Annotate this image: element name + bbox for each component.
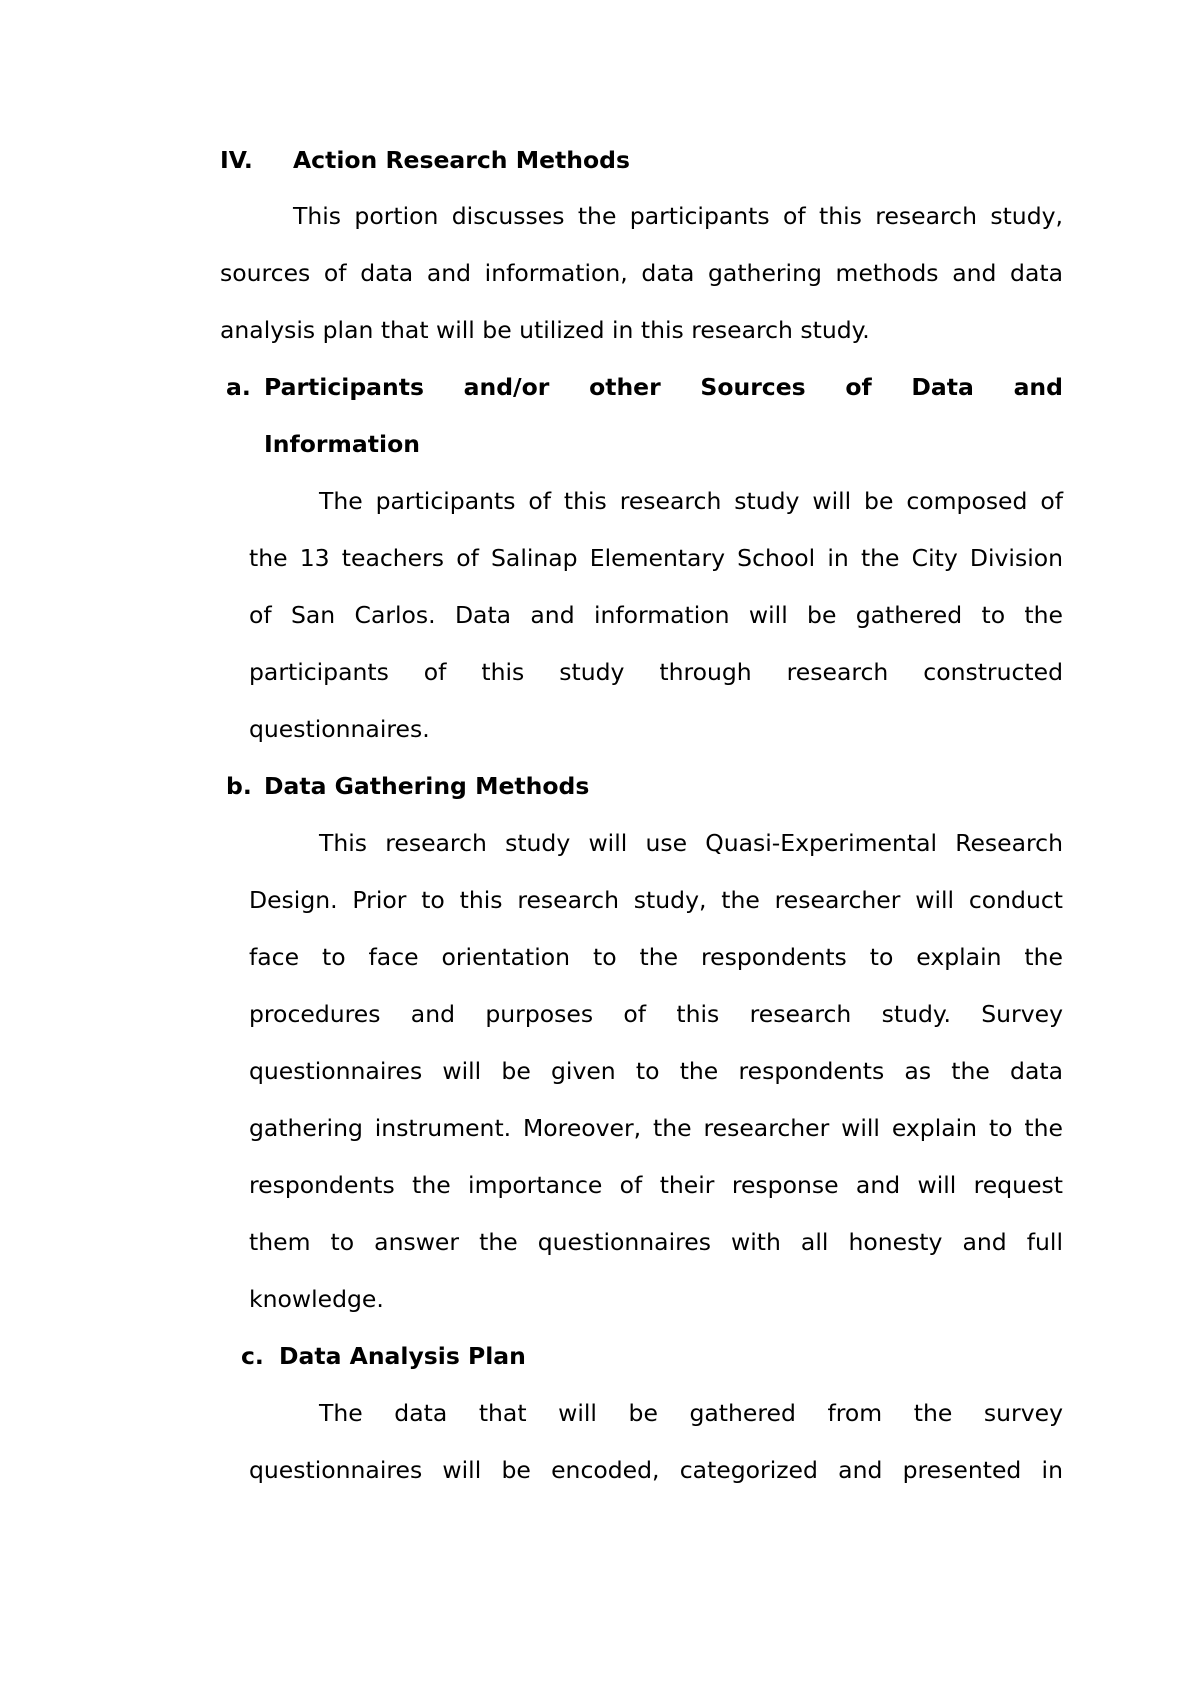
subsection-c-marker: c. (241, 1342, 264, 1370)
subsection-b-body-line: respondents the importance of their response and will request (249, 1171, 1063, 1199)
subsection-b-body-line: them to answer the questionnaires with all honesty and full (249, 1228, 1063, 1256)
subsection-c-body-line: questionnaires will be encoded, categorized and presented in (249, 1456, 1063, 1484)
subsection-b-body-line: knowledge. (249, 1285, 384, 1313)
section-number: IV. (220, 146, 253, 174)
subsection-b-marker: b. (226, 772, 252, 800)
intro-line: This portion discusses the participants of this research study, (293, 202, 1063, 230)
subsection-a-body-line: participants of this study through research constructed (249, 658, 1063, 686)
subsection-a-heading: Information (264, 430, 420, 458)
subsection-a-heading: Participants and/or other Sources of Data and (264, 373, 1063, 401)
subsection-a-body-line: the 13 teachers of Salinap Elementary School in the City Division (249, 544, 1063, 572)
intro-line: analysis plan that will be utilized in this research study. (220, 316, 870, 344)
subsection-b-heading: Data Gathering Methods (264, 772, 590, 800)
subsection-a-body-line: of San Carlos. Data and information will be gathered to the (249, 601, 1063, 629)
subsection-b-body-line: This research study will use Quasi-Experimental Research (319, 829, 1063, 857)
subsection-b-body-line: face to face orientation to the respondents to explain the (249, 943, 1063, 971)
section-title: Action Research Methods (293, 146, 630, 174)
subsection-b-body-line: gathering instrument. Moreover, the researcher will explain to the (249, 1114, 1063, 1142)
subsection-c-body-line: The data that will be gathered from the survey (319, 1399, 1063, 1427)
intro-line: sources of data and information, data gathering methods and data (220, 259, 1063, 287)
subsection-a-body-line: The participants of this research study will be composed of (319, 487, 1063, 515)
subsection-b-body-line: Design. Prior to this research study, the researcher will conduct (249, 886, 1063, 914)
subsection-a-marker: a. (226, 373, 251, 401)
subsection-b-body-line: questionnaires will be given to the respondents as the data (249, 1057, 1063, 1085)
subsection-a-body-line: questionnaires. (249, 715, 430, 743)
subsection-c-heading: Data Analysis Plan (279, 1342, 526, 1370)
subsection-b-body-line: procedures and purposes of this research study. Survey (249, 1000, 1063, 1028)
